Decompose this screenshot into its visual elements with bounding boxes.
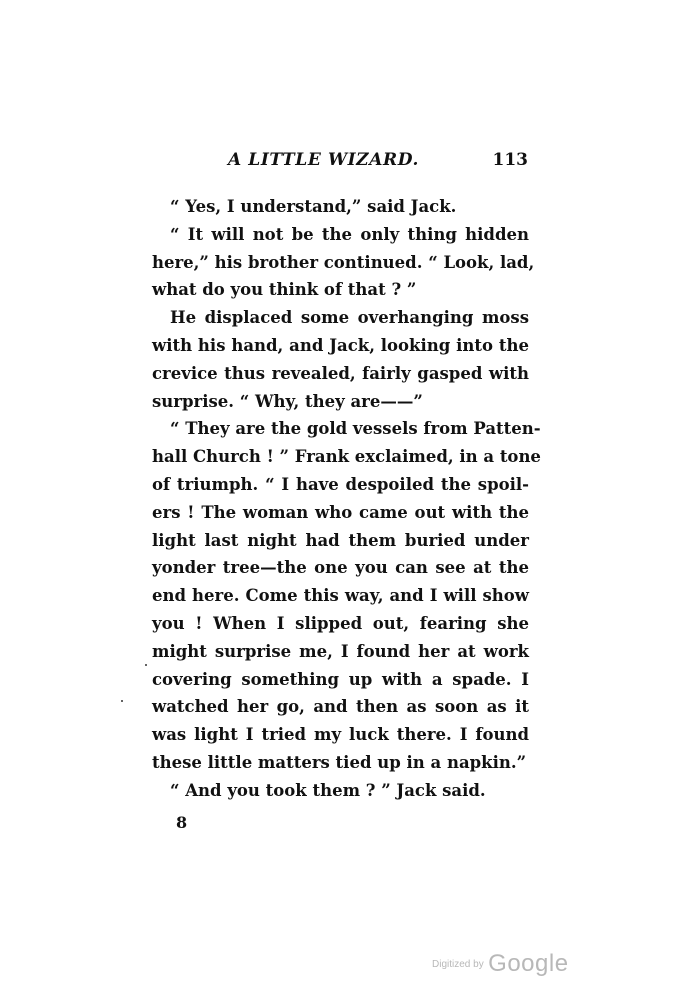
signature-mark: 8 <box>176 813 188 832</box>
text-line: yonder tree—the one you can see at the <box>152 558 529 578</box>
text-line: crevice thus revealed, fairly gasped with <box>152 363 529 383</box>
text-line: surprise. “ Why, they are——” <box>152 391 423 411</box>
text-line: end here. Come this way, and I will show <box>152 586 529 606</box>
stray-dot <box>121 700 123 702</box>
text-line: might surprise me, I found her at work <box>152 641 529 661</box>
running-title: A LITTLE WIZARD. <box>228 150 419 170</box>
text-line: watched her go, and then as soon as it <box>152 697 529 717</box>
text-line: “ It will not be the only thing hidden <box>170 224 529 244</box>
page-number: 113 <box>492 150 528 170</box>
text-line: you ! When I slipped out, fearing she <box>152 613 529 633</box>
text-line: “ They are the gold vessels from Patten- <box>170 419 541 439</box>
body-text <box>152 193 541 805</box>
text-line: “ Yes, I understand,” said Jack. <box>170 197 457 216</box>
text-line: He displaced some overhanging moss <box>170 308 529 328</box>
page-header <box>228 150 528 180</box>
text-line: ers ! The woman who came out with the <box>152 502 529 522</box>
digitized-watermark <box>432 950 569 978</box>
text-line: “ And you took them ? ” Jack said. <box>170 780 486 800</box>
text-line: of triumph. “ I have despoiled the spoil- <box>152 474 529 494</box>
text-line: light last night had them buried under <box>152 530 529 550</box>
text-line: what do you think of that ? ” <box>152 280 417 300</box>
google-logo: Google <box>488 950 569 977</box>
stray-dot <box>145 664 147 666</box>
text-line: with his hand, and Jack, looking into the <box>152 335 529 355</box>
text-line: was light I tried my luck there. I found <box>152 725 529 745</box>
text-line: covering something up with a spade. I <box>152 669 529 689</box>
watermark-prefix: Digitized by <box>432 959 484 970</box>
text-line: these little matters tied up in a napkin.” <box>152 752 527 772</box>
text-line: hall Church ! ” Frank exclaimed, in a tone <box>152 447 541 467</box>
text-line: here,” his brother continued. “ Look, lad, <box>152 252 535 272</box>
